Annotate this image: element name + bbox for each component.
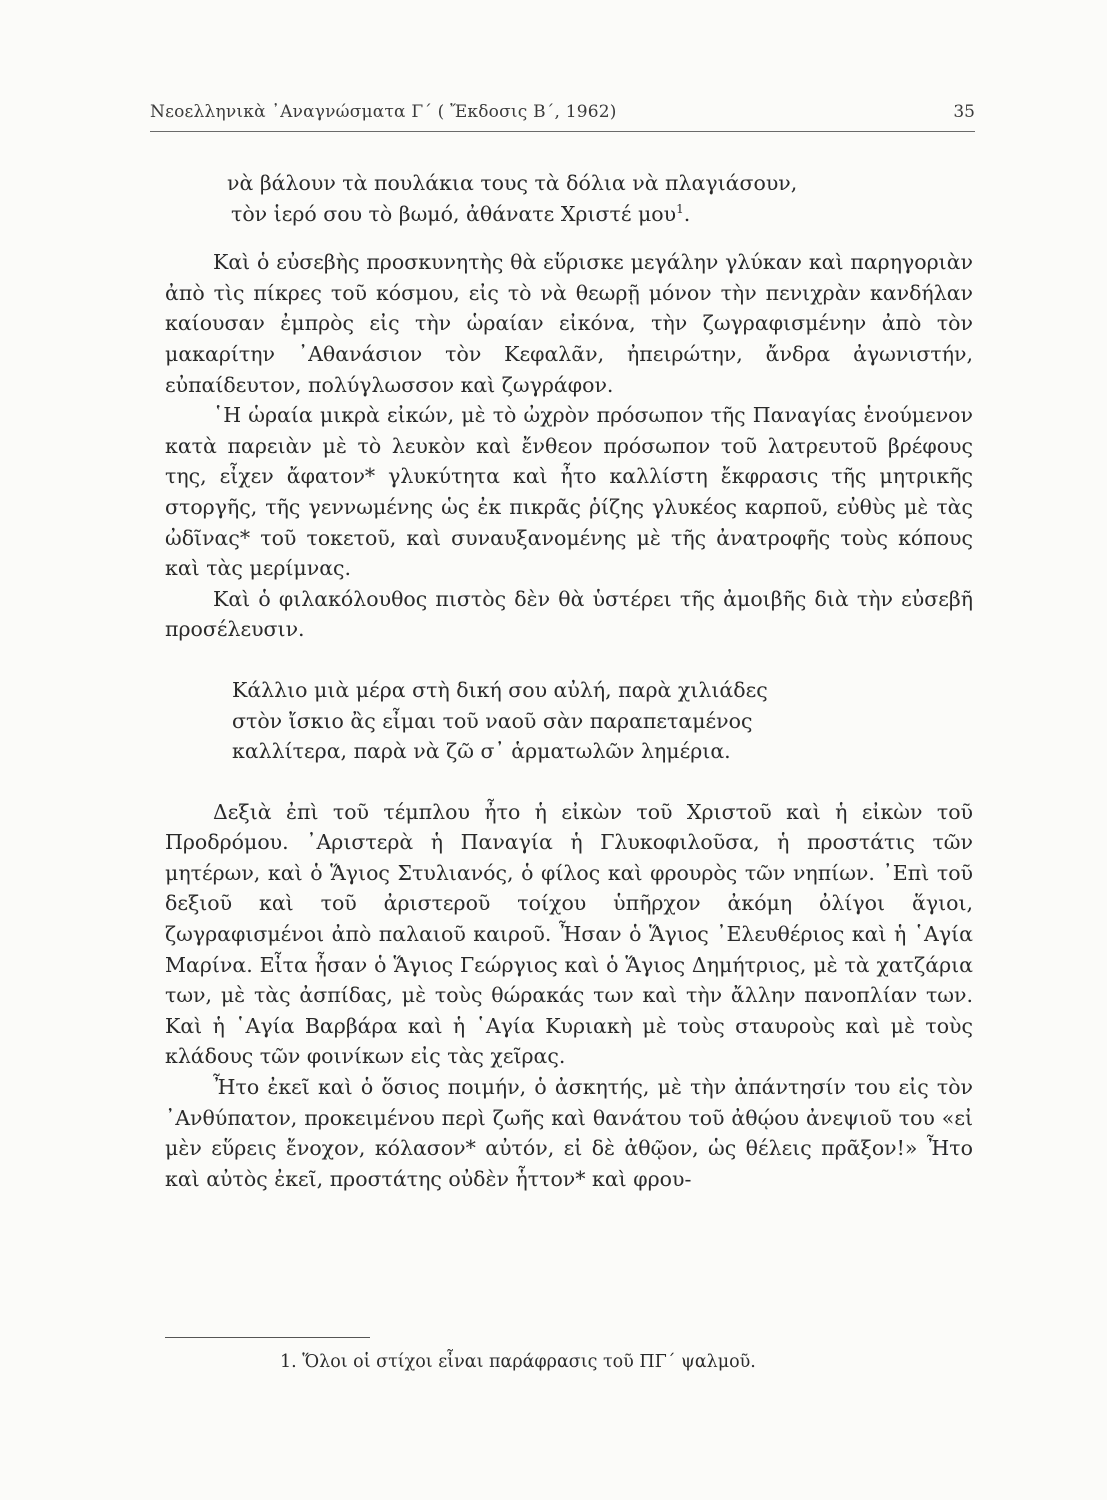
footnote-mark: 1 <box>676 201 684 216</box>
verse-line: καλλίτερα, παρὰ νὰ ζῶ σ᾿ ἁρματωλῶν λημέρια. <box>232 739 731 764</box>
verse-line: στὸν ἴσκιο ἂς εἶμαι τοῦ ναοῦ σὰν παραπεταμένος <box>232 708 753 733</box>
spacer <box>165 767 973 797</box>
paragraph: Ἦτο ἐκεῖ καὶ ὁ ὅσιος ποιμήν, ὁ ἀσκητής, μὲ τὴν ἀπάντησίν του εἰς τὸν ᾿Ανθύπατον, προκειμένου περὶ ζωῆς καὶ θανάτου τοῦ ἀθῴου ἀνεψιοῦ του «εἰ μὲν εὕρεις ἔνοχον, κόλασον* αὐτόν, εἰ δὲ ἀθῷον, ὡς θέλεις πρᾶξον!» Ἦτο καὶ αὐτὸς ἐκεῖ, προστάτης οὐδὲν ἧττον* καὶ φρου- <box>165 1075 973 1191</box>
header-rule <box>150 131 975 132</box>
running-head-title: Νεοελληνικὰ ᾿Αναγνώσματα Γ΄ ( Ἔκδοσις Β΄, 1962) <box>150 102 617 122</box>
verse-line-text: τὸν ἱερό σου τὸ βωμό, ἀθάνατε Χριστέ μου <box>231 201 677 226</box>
paragraph: ῾Η ὡραία μικρὰ εἰκών, μὲ τὸ ὠχρὸν πρόσωπον τῆς Παναγίας ἑνούμενον κατὰ παρειὰν μὲ τὸ λευκὸν καὶ ἔνθεον πρόσωπον τοῦ λατρευτοῦ βρέφους της, εἶχεν ἄφατον* γλυκύτητα καὶ ἦτο καλλίστη ἔκφρασις τῆς μητρικῆς στοργῆς, τῆς γεννωμένης ὡς ἐκ πικρᾶς ῥίζης γλυκέος καρποῦ, εὐθὺς μὲ τὰς ὠδῖνας* τοῦ τοκετοῦ, καὶ συναυξανομένης μὲ τῆς ἀνατροφῆς τοὺς κόπους καὶ τὰς μερίμνας. <box>165 403 973 581</box>
paragraph: Δεξιὰ ἐπὶ τοῦ τέμπλου ἦτο ἡ εἰκὼν τοῦ Χριστοῦ καὶ ἡ εἰκὼν τοῦ Προδρόμου. ᾿Αριστερὰ ἡ Παναγία ἡ Γλυκοφιλοῦσα, ἡ προστάτις τῶν μητέρων, καὶ ὁ Ἅγιος Στυλιανός, ὁ φίλος καὶ φρουρὸς τῶν νηπίων. ᾿Επὶ τοῦ δεξιοῦ καὶ τοῦ ἀριστεροῦ τοίχου ὑπῆρχον ἀκόμη ὀλίγοι ἅγιοι, ζωγραφισμένοι ἀπὸ παλαιοῦ καιροῦ. Ἦσαν ὁ Ἅγιος ᾿Ελευθέριος καὶ ἡ ῾Αγία Μαρίνα. Εἶτα ἦσαν ὁ Ἅγιος Γεώργιος καὶ ὁ Ἅγιος Δημήτριος, μὲ τὰ χατζάρια των, μὲ τὰς ἀσπίδας, μὲ τοὺς θώρακάς των καὶ τὴν ἄλλην πανοπλίαν των. Καὶ ἡ ῾Αγία Βαρβάρα καὶ ἡ ῾Αγία Κυριακὴ μὲ τοὺς σταυροὺς καὶ μὲ τοὺς κλάδους τῶν φοινίκων εἰς τὰς χεῖρας. <box>165 799 973 1069</box>
footnote: 1. Ὅλοι οἱ στίχοι εἶναι παράφρασις τοῦ ΠΓ΄ ψαλμοῦ. <box>280 1352 756 1372</box>
verse-line-end: . <box>683 201 691 226</box>
verse-line <box>227 199 973 230</box>
verse-stanza-1 <box>165 168 973 229</box>
verse-line: Κάλλιο μιὰ μέρα στὴ δική σου αὐλή, παρὰ χιλιάδες <box>232 677 768 702</box>
verse-stanza-2 <box>165 675 973 767</box>
paragraph: Καὶ ὁ εὐσεβὴς προσκυνητὴς θὰ εὕρισκε μεγάλην γλύκαν καὶ παρηγοριὰν ἀπὸ τὶς πίκρες τοῦ κόσμου, εἰς τὸ νὰ θεωρῇ μόνον τὴν πενιχρὰν κανδήλαν καίουσαν ἐμπρὸς εἰς τὴν ὡραίαν εἰκόνα, τὴν ζωγραφισμένην ἀπὸ τὸν μακαρίτην ᾿Αθανάσιον τὸν Κεφαλᾶν, ἠπειρώτην, ἄνδρα ἀγωνιστήν, εὐπαίδευτον, πολύγλωσσον καὶ ζωγράφον. <box>165 250 973 397</box>
running-head <box>150 100 975 130</box>
spacer <box>165 229 973 247</box>
page-number: 35 <box>953 102 975 122</box>
verse-line <box>227 168 973 199</box>
verse-line-text: νὰ βάλουν τὰ πουλάκια τους τὰ δόλια νὰ πλαγιάσουν, <box>227 171 798 195</box>
footnote-rule <box>165 1337 370 1338</box>
main-text <box>165 168 973 1194</box>
spacer <box>165 645 973 675</box>
paragraph: Καὶ ὁ φιλακόλουθος πιστὸς δὲν θὰ ὑστέρει τῆς ἀμοιβῆς διὰ τὴν εὐσεβῆ προσέλευσιν. <box>165 586 973 642</box>
